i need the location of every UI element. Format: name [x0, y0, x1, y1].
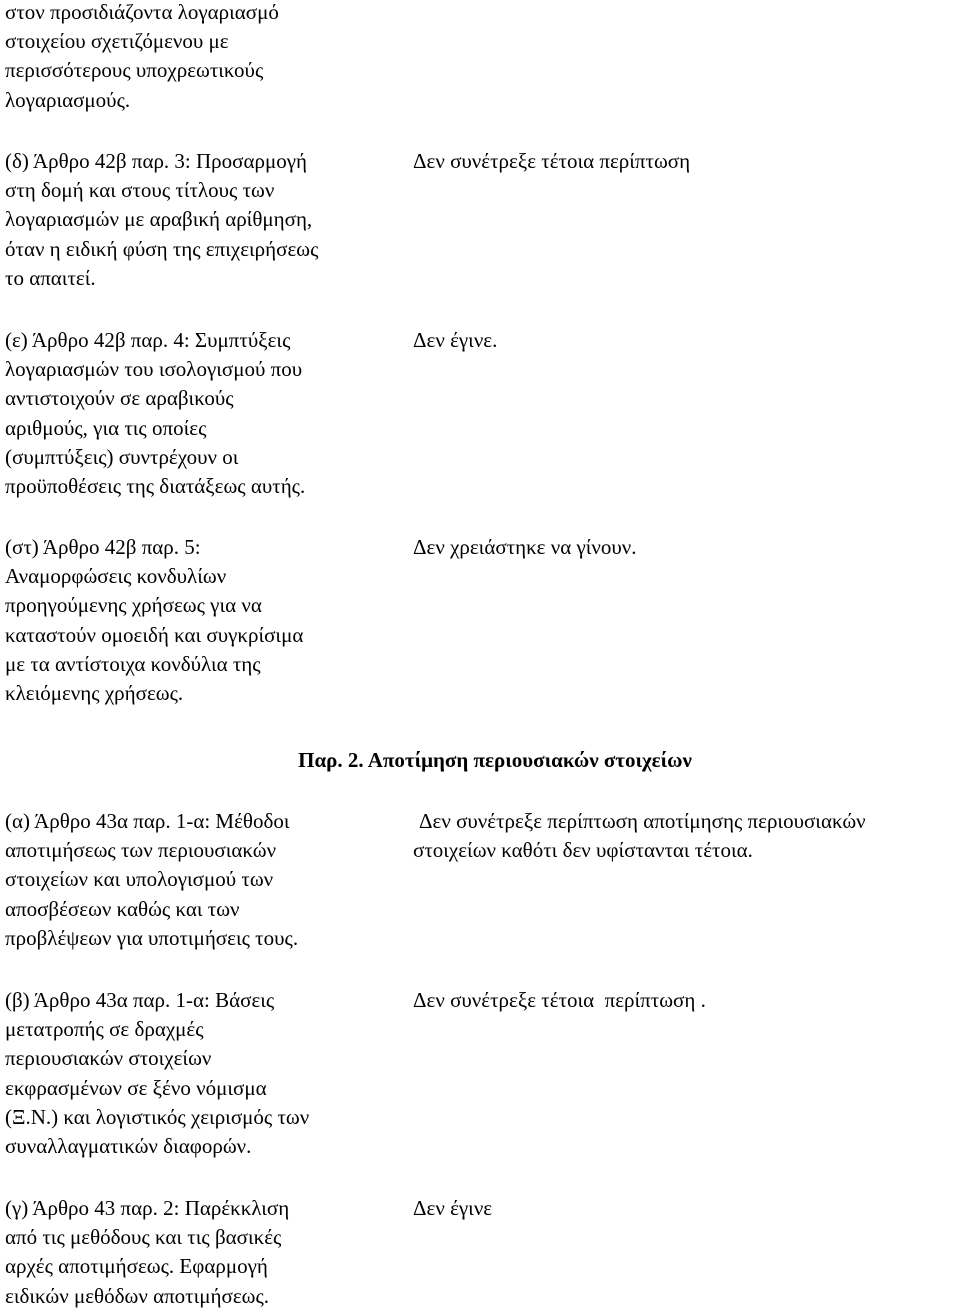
rule-g-text: (γ) Άρθρο 43 παρ. 2: Παρέκκλιση από τις μεθόδους και τις βασικές αρχές αποτιμήσεως. Εφαρμογή ειδικών μεθόδων αποτιμήσεως. — [5, 1196, 290, 1308]
rule-b-text: (β) Άρθρο 43α παρ. 1-α: Βάσεις μετατροπής σε δραχμές περιουσιακών στοιχείων εκφρασμένων σε ξένο νόμισμα (Ξ.Ν.) και λογιστικός χειρισμός των συναλλαγματικών διαφορών. — [5, 988, 310, 1159]
rule-st-response: Δεν χρειάστηκε να γίνουν. — [413, 535, 637, 559]
rule-a-response: Δεν συνέτρεξε περίπτωση αποτίμησης περιουσιακών στοιχείων καθότι δεν υφίστανται τέτοια. — [413, 809, 866, 863]
section-heading: Παρ. 2. Αποτίμηση περιουσιακών στοιχείων — [298, 748, 692, 772]
rule-st-text: (στ) Άρθρο 42β παρ. 5: Αναμορφώσεις κονδυλίων προηγούμενης χρήσεως για να καταστούν ομοειδή και συγκρίσιμα με τα αντίστοιχα κονδύλια της κλειόμενης χρήσεως. — [5, 535, 304, 706]
rule-d-text: (δ) Άρθρο 42β παρ. 3: Προσαρμογή στη δομή και στους τίτλους των λογαριασμών με αραβική αρίθμηση, όταν η ειδική φύση της επιχειρήσεως το απαιτεί. — [5, 149, 319, 290]
rule-d-response: Δεν συνέτρεξε τέτοια περίπτωση — [413, 149, 691, 173]
rule-a-text: (α) Άρθρο 43α παρ. 1-α: Μέθοδοι αποτιμήσεως των περιουσιακών στοιχείων και υπολογισμού των αποσβέσεων καθώς και των προβλέψεων για υποτιμήσεις τους. — [5, 809, 299, 950]
rule-e-response: Δεν έγινε. — [413, 328, 498, 352]
rule-b-response: Δεν συνέτρεξε τέτοια περίπτωση . — [413, 988, 706, 1012]
intro-fragment: στον προσιδιάζοντα λογαριασμό στοιχείου σχετιζόμενου με περισσότερους υποχρεωτικούς λογαριασμούς. — [5, 0, 279, 112]
rule-g-response: Δεν έγινε — [413, 1196, 493, 1220]
rule-e-text: (ε) Άρθρο 42β παρ. 4: Συμπτύξεις λογαριασμών του ισολογισμού που αντιστοιχούν σε αραβικούς αριθμούς, για τις οποίες (συμπτύξεις) συντρέχουν οι προϋποθέσεις της διατάξεως αυτής. — [5, 328, 306, 499]
